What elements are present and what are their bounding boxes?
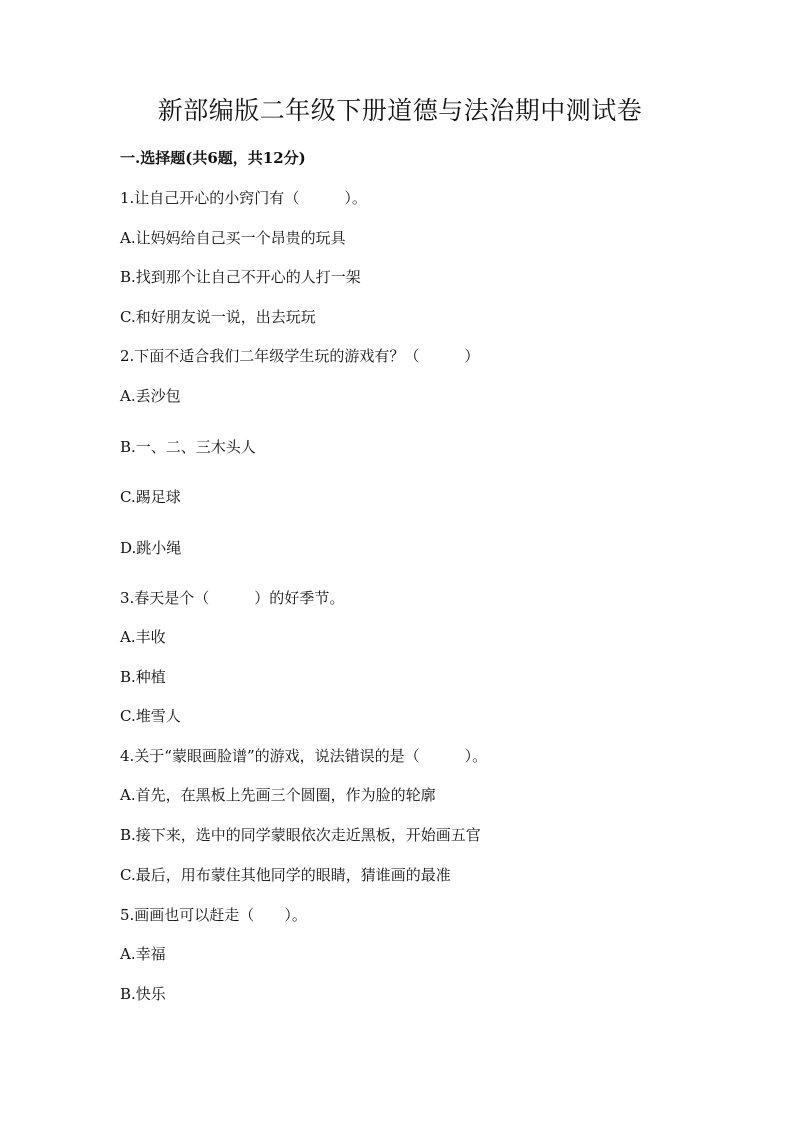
question-5-option-b: B.快乐 xyxy=(120,985,166,1003)
question-5-option-a: A.幸福 xyxy=(120,945,166,963)
question-1-option-c: C.和好朋友说一说，出去玩玩 xyxy=(120,308,316,326)
question-3-stem: 3.春天是个（ ）的好季节。 xyxy=(120,589,345,607)
question-4-option-c: C.最后，用布蒙住其他同学的眼睛，猜谁画的最准 xyxy=(120,866,451,884)
question-3-option-a: A.丰收 xyxy=(120,628,166,646)
question-2-option-a: A.丢沙包 xyxy=(120,387,181,405)
question-1-stem: 1.让自己开心的小窍门有（ ）。 xyxy=(120,189,367,207)
question-3-option-c: C.堆雪人 xyxy=(120,707,181,725)
page-title: 新部编版二年级下册道德与法治期中测试卷 xyxy=(157,96,643,125)
question-2-option-d: D.跳小绳 xyxy=(120,539,182,557)
question-3-option-b: B.种植 xyxy=(120,668,166,686)
question-1-option-b: B.找到那个让自己不开心的人打一架 xyxy=(120,268,361,286)
question-4-option-a: A.首先，在黑板上先画三个圆圈，作为脸的轮廓 xyxy=(120,786,436,804)
question-4-option-b: B.接下来，选中的同学蒙眼依次走近黑板，开始画五官 xyxy=(120,826,481,844)
section-heading: 一.选择题(共6题，共12分) xyxy=(120,149,306,167)
question-1-option-a: A.让妈妈给自己买一个昂贵的玩具 xyxy=(120,229,346,247)
question-2-option-b: B.一、二、三木头人 xyxy=(120,438,256,456)
question-2-option-c: C.踢足球 xyxy=(120,488,181,506)
question-2-stem: 2.下面不适合我们二年级学生玩的游戏有？（ ） xyxy=(120,347,480,365)
question-5-stem: 5.画画也可以赶走（ ）。 xyxy=(120,906,307,924)
question-4-stem: 4.关于“蒙眼画脸谱”的游戏，说法错误的是（ ）。 xyxy=(120,747,488,765)
